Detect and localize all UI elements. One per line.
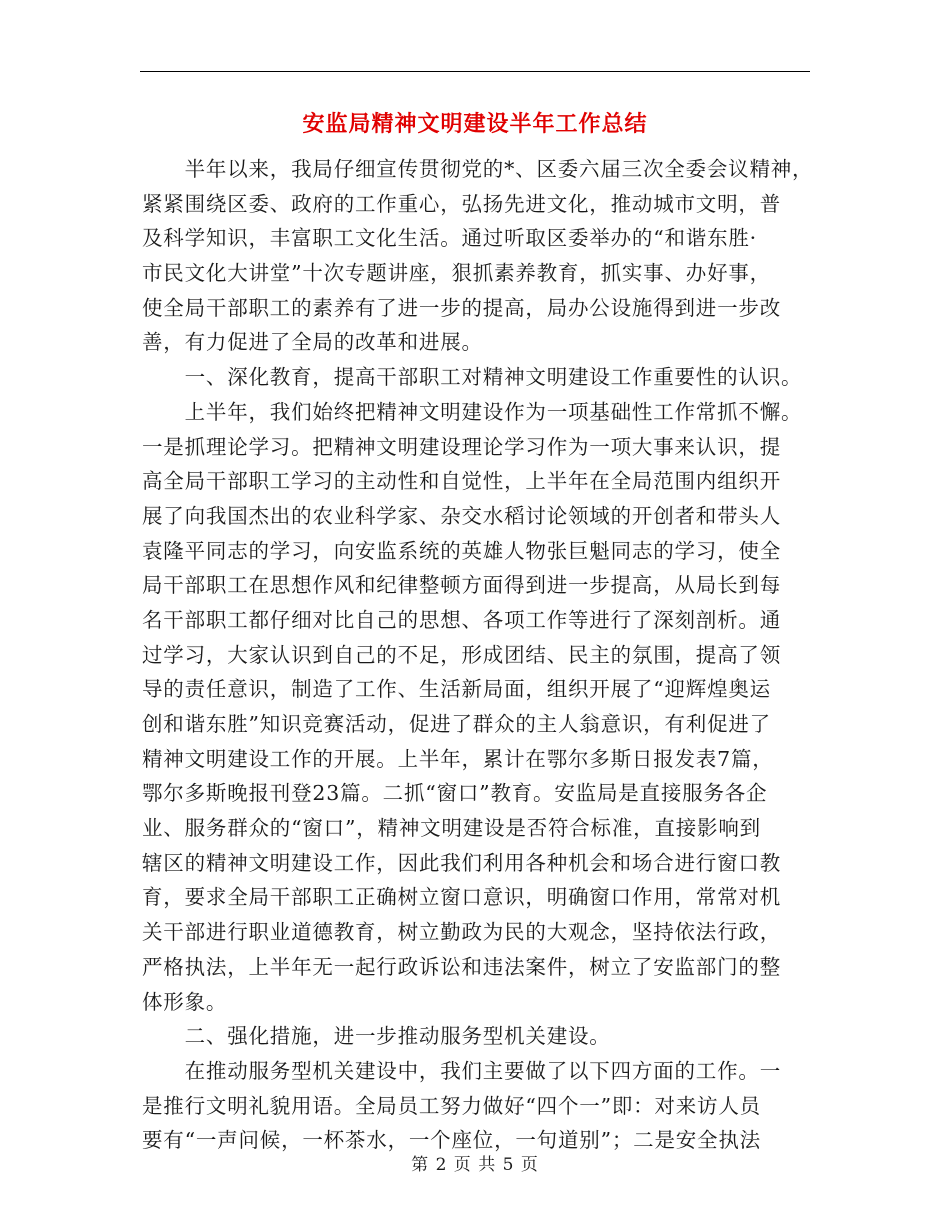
section-heading-2: 二、强化措施，进一步推动服务型机关建设。 bbox=[142, 1024, 611, 1049]
body-line: 使全局干部职工的素养有了进一步的提高，局办公设施得到进一步改 bbox=[142, 295, 781, 320]
body-line: 市民文化大讲堂”十次专题讲座，狠抓素养教育，抓实事、办好事， bbox=[142, 261, 771, 286]
body-line: 体形象。 bbox=[142, 989, 228, 1014]
body-line: 高全局干部职工学习的主动性和自觉性，上半年在全局范围内组织开 bbox=[142, 469, 781, 494]
body-line: 过学习，大家认识到自己的不足，形成团结、民主的氛围，提高了领 bbox=[142, 642, 781, 667]
body-line: 袁隆平同志的学习，向安监系统的英雄人物张巨魁同志的学习，使全 bbox=[142, 538, 781, 563]
body-line: 业、服务群众的“窗口”，精神文明建设是否符合标准，直接影响到 bbox=[142, 816, 761, 841]
body-line: 上半年，我们始终把精神文明建设作为一项基础性工作常抓不懈。 bbox=[142, 399, 803, 424]
body-line: 及科学知识，丰富职工文化生活。通过听取区委举办的“和谐东胜· bbox=[142, 226, 757, 251]
body-line: 严格执法，上半年无一起行政诉讼和违法案件，树立了安监部门的整 bbox=[142, 954, 781, 979]
page-number: 第 2 页 共 5 页 bbox=[411, 1155, 539, 1175]
body-line: 一是抓理论学习。把精神文明建设理论学习作为一项大事来认识，提 bbox=[142, 434, 781, 459]
document-title: 安监局精神文明建设半年工作总结 bbox=[302, 112, 648, 137]
body-line: 关干部进行职业道德教育，树立勤政为民的大观念，坚持依法行政， bbox=[142, 920, 781, 945]
body-line: 要有“一声问候，一杯茶水，一个座位，一句道别”；二是安全执法 bbox=[142, 1128, 761, 1153]
document-body bbox=[142, 152, 814, 1158]
body-line: 半年以来，我局仔细宣传贯彻党的*、区委六届三次全委会议精神， bbox=[142, 157, 814, 181]
body-line: 在推动服务型机关建设中，我们主要做了以下四方面的工作。一 bbox=[142, 1058, 781, 1083]
body-line: 精神文明建设工作的开展。上半年，累计在鄂尔多斯日报发表7篇， bbox=[142, 746, 774, 771]
body-line: 善，有力促进了全局的改革和进展。 bbox=[142, 330, 483, 355]
body-line: 紧紧围绕区委、政府的工作重心，弘扬先进文化，推动城市文明，普 bbox=[142, 191, 781, 216]
header-rule bbox=[140, 71, 810, 72]
body-line: 辖区的精神文明建设工作，因此我们利用各种机会和场合进行窗口教 bbox=[142, 850, 781, 875]
body-line: 育，要求全局干部职工正确树立窗口意识，明确窗口作用，常常对机 bbox=[142, 885, 781, 910]
body-line: 鄂尔多斯晚报刊登23篇。二抓“窗口”教育。安监局是直接服务各企 bbox=[142, 781, 768, 806]
body-line: 名干部职工都仔细对比自己的思想、各项工作等进行了深刻剖析。通 bbox=[142, 607, 781, 632]
body-line: 展了向我国杰出的农业科学家、杂交水稻讨论领域的开创者和带头人 bbox=[142, 503, 781, 528]
body-line: 是推行文明礼貌用语。全局员工努力做好“四个一”即：对来访人员 bbox=[142, 1093, 761, 1118]
body-line: 创和谐东胜”知识竞赛活动，促进了群众的主人翁意识，有利促进了 bbox=[142, 712, 771, 736]
body-line: 局干部职工在思想作风和纪律整顿方面得到进一步提高，从局长到每 bbox=[142, 573, 781, 598]
section-heading-1: 一、深化教育，提高干部职工对精神文明建设工作重要性的认识。 bbox=[142, 365, 803, 390]
body-line: 导的责任意识，制造了工作、生活新局面，组织开展了“迎辉煌奥运 bbox=[142, 677, 771, 702]
